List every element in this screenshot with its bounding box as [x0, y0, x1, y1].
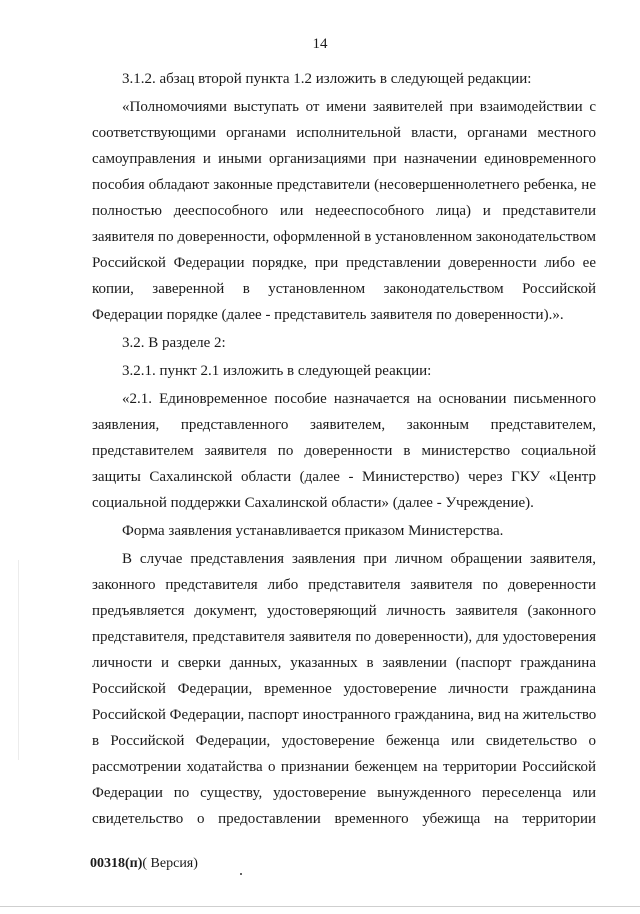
text-line: «2.1. Единовременное пособие назначается на основании письменного [122, 391, 596, 407]
text-line: «Полномочиями выступать от имени заявителей при взаимодействии с [122, 99, 596, 115]
text-line: соответствующими органами исполнительной власти, органами местного [92, 125, 596, 141]
page-bottom-edge [0, 906, 640, 907]
paragraph [92, 66, 596, 92]
document-body [92, 66, 596, 834]
text-line: самоуправления и иными организациями при назначении единовременного [92, 151, 596, 167]
text-line: Российской Федерации порядке, при представлении доверенности либо ее [92, 255, 596, 271]
text-line: в Российской Федерации, удостоверение беженца или свидетельство о [92, 733, 596, 749]
text-line: Федерации по существу, удостоверение вынужденного переселенца или [92, 785, 596, 801]
document-footer [90, 856, 198, 872]
footer-version: ( Версия) [142, 856, 198, 871]
text-line: 3.2. В разделе 2: [122, 335, 226, 351]
text-line: пособия обладают законные представители (несовершеннолетнего ребенка, не [92, 177, 596, 193]
text-line: 3.1.2. абзац второй пункта 1.2 изложить в следующей редакции: [122, 71, 532, 87]
text-line: предъявляется документ, удостоверяющий личность заявителя (законного [92, 603, 596, 619]
text-line: социальной поддержки Сахалинской области» (далее - Учреждение). [92, 495, 534, 511]
text-line: 3.2.1. пункт 2.1 изложить в следующей реакции: [122, 363, 432, 379]
text-line: Российской Федерации, временное удостоверение личности гражданина [92, 681, 596, 697]
text-line: защиты Сахалинской области (далее - Министерство) через ГКУ «Центр [92, 469, 596, 485]
paragraph [92, 330, 596, 356]
paragraph [92, 358, 596, 384]
paragraph [92, 518, 596, 544]
text-line: В случае представления заявления при личном обращении заявителя, [122, 551, 596, 567]
text-line: рассмотрении ходатайства о признании беженцем на территории Российской [92, 759, 596, 775]
page-number: 14 [312, 36, 328, 52]
text-line: Форма заявления устанавливается приказом Министерства. [122, 523, 504, 539]
text-line: личности и сверки данных, указанных в заявлении (паспорт гражданина [92, 655, 596, 671]
text-line: представителем заявителя по доверенности в министерство социальной [92, 443, 596, 459]
text-line: Российской Федерации, паспорт иностранного гражданина, вид на жительство [92, 707, 597, 723]
text-line: заявления, представленного заявителем, законным представителем, [92, 417, 596, 433]
scan-edge [18, 560, 19, 760]
scan-speck [240, 873, 242, 875]
footer-code: 00318(п) [90, 856, 143, 871]
text-line: копии, заверенной в установленном законодательством Российской [92, 281, 596, 297]
text-line: полностью дееспособного или недееспособного лица) и представители [92, 203, 596, 219]
text-line: заявителя по доверенности, оформленной в установленном законодательством [92, 229, 596, 245]
text-line: Федерации порядке (далее - представитель заявителя по доверенности).». [92, 307, 564, 323]
text-line: законного представителя либо представителя заявителя по доверенности [92, 577, 596, 593]
text-line: свидетельство о предоставлении временного убежища на территории [92, 811, 596, 827]
text-line: представителя, представителя заявителя по доверенности), для удостоверения [92, 629, 596, 645]
paragraph [92, 546, 596, 832]
paragraph [92, 386, 596, 516]
paragraph [92, 94, 596, 328]
